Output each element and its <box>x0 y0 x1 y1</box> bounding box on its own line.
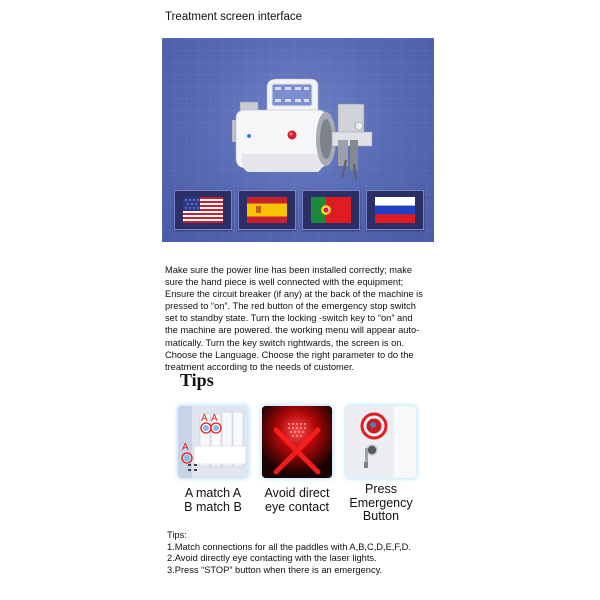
spain-flag-icon <box>247 197 287 223</box>
instruction-line: treatment according to the needs of customer. <box>165 361 355 372</box>
lipo-laser-machine-image <box>222 76 382 186</box>
laser-light-warning-image <box>262 406 332 478</box>
instructions-paragraph <box>165 264 445 373</box>
page-title: Treatment screen interface <box>165 11 302 23</box>
paddle-connection-image <box>178 406 248 478</box>
caption-line: A match A <box>184 486 242 500</box>
caption-line: Emergency <box>349 495 413 510</box>
caption-line: eye contact <box>265 500 329 514</box>
instruction-line: Ensure the circuit breaker (if any) at the back of the machine is <box>165 289 423 300</box>
instruction-line: pressed to “on”. The red button of the emergency stop switch <box>165 301 416 312</box>
instruction-line: Choose the Language. Choose the right parameter to do the <box>165 349 414 360</box>
svg-text:A: A <box>211 413 218 424</box>
tip-caption-paddle-match <box>168 486 258 514</box>
us-flag-icon <box>183 197 223 223</box>
emergency-button-image <box>346 406 416 478</box>
russia-flag-icon <box>375 197 415 223</box>
language-button-portuguese[interactable] <box>302 190 360 230</box>
caption-line: Avoid direct <box>264 486 330 500</box>
instruction-line: sure the hand piece is well connected with the equipment; <box>165 277 404 288</box>
language-button-russian[interactable] <box>366 190 424 230</box>
notes-item: 3.Press “STOP” button when there is an emergency. <box>167 564 383 575</box>
notes-heading: Tips: <box>167 530 187 540</box>
svg-text:A: A <box>201 413 208 424</box>
instruction-line: Make sure the power line has been installed correctly; make <box>165 265 413 275</box>
notes-item: 1.Match connections for all the paddles with A,B,C,D,E,F,D. <box>167 541 411 552</box>
caption-line: B match B <box>184 500 242 514</box>
tip-caption-emergency <box>336 483 426 524</box>
svg-text:A: A <box>182 442 189 453</box>
language-button-spanish[interactable] <box>238 190 296 230</box>
caption-line: Press <box>365 482 397 496</box>
instruction-line: matically. Turn the key switch rightwards, the screen is on. <box>165 337 405 348</box>
language-button-english[interactable] <box>174 190 232 230</box>
caption-line: Button <box>362 509 400 523</box>
tips-heading: Tips <box>180 370 214 390</box>
instruction-line: set to standby state. Turn the locking -switch key to “on” and <box>165 313 413 324</box>
tips-notes <box>167 530 411 576</box>
instruction-line: the machine are powered. the working menu will appear auto- <box>165 325 420 336</box>
treatment-screen <box>162 38 434 242</box>
portugal-flag-icon <box>311 197 351 223</box>
tip-caption-eye-contact <box>252 486 342 514</box>
notes-item: 2.Avoid directly eye contacting with the laser lights. <box>167 553 377 563</box>
